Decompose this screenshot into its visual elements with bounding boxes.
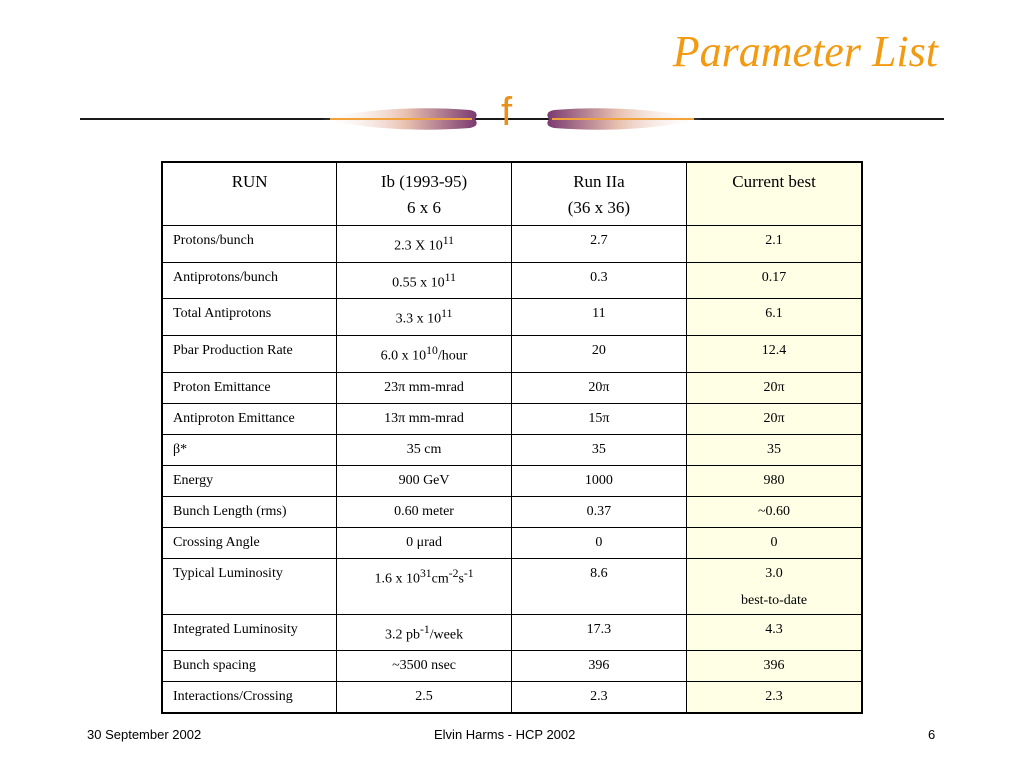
best-value: ~0.60 bbox=[687, 496, 862, 527]
table-row bbox=[162, 434, 862, 465]
best-value: 2.1 bbox=[687, 226, 862, 263]
run2a-value: 35 bbox=[511, 434, 686, 465]
run2a-value: 0 bbox=[511, 527, 686, 558]
best-value: 20π bbox=[687, 372, 862, 403]
ib-value: 1.6 x $10^{31}cm^{-2}s^{-1}$ bbox=[337, 558, 511, 614]
footer-author: Elvin Harms - HCP 2002 bbox=[434, 727, 576, 742]
table-row bbox=[162, 614, 862, 651]
param-label: Pbar Production Rate bbox=[162, 335, 337, 372]
header-run: RUN bbox=[162, 162, 337, 226]
best-value: 980 bbox=[687, 465, 862, 496]
table-row bbox=[162, 299, 862, 336]
ib-value: 900 GeV bbox=[337, 465, 511, 496]
run2a-value: 0.3 bbox=[511, 262, 686, 299]
param-label: β* bbox=[162, 434, 337, 465]
param-label: Typical Luminosity bbox=[162, 558, 337, 614]
run2a-value: 2.7 bbox=[511, 226, 686, 263]
header-ib: Ib (1993-95) 6 x 6 bbox=[337, 162, 511, 226]
param-label: Proton Emittance bbox=[162, 372, 337, 403]
ib-value: 0 μrad bbox=[337, 527, 511, 558]
ib-value: 3.2 $pb^{-1}$/week bbox=[337, 614, 511, 651]
run2a-value: 1000 bbox=[511, 465, 686, 496]
table-row bbox=[162, 262, 862, 299]
ib-value: 0.60 meter bbox=[337, 496, 511, 527]
best-value: 35 bbox=[687, 434, 862, 465]
param-label: Antiprotons/bunch bbox=[162, 262, 337, 299]
run2a-value: 8.6 bbox=[511, 558, 686, 614]
table-row bbox=[162, 682, 862, 714]
best-value: 12.4 bbox=[687, 335, 862, 372]
table-row bbox=[162, 527, 862, 558]
ib-value: 2.3 X $10^{11}$ bbox=[337, 226, 511, 263]
run2a-value: 20π bbox=[511, 372, 686, 403]
footer-page-number: 6 bbox=[928, 727, 936, 742]
param-label: Interactions/Crossing bbox=[162, 682, 337, 714]
slide-title: Parameter List bbox=[672, 27, 938, 76]
ib-value: 3.3 x $10^{11}$ bbox=[337, 299, 511, 336]
run2a-value: 396 bbox=[511, 651, 686, 682]
ib-value: 6.0 x $10^{10}$/hour bbox=[337, 335, 511, 372]
param-label: Bunch Length (rms) bbox=[162, 496, 337, 527]
table-row bbox=[162, 372, 862, 403]
param-label: Energy bbox=[162, 465, 337, 496]
run2a-value: 20 bbox=[511, 335, 686, 372]
table-row bbox=[162, 335, 862, 372]
table-row bbox=[162, 465, 862, 496]
table-row bbox=[162, 226, 862, 263]
run2a-value: 15π bbox=[511, 403, 686, 434]
best-value: 396 bbox=[687, 651, 862, 682]
best-value: 0 bbox=[687, 527, 862, 558]
best-value: 2.3 bbox=[687, 682, 862, 714]
best-value: 3.0 best-to-date bbox=[687, 558, 862, 614]
best-value: 0.17 bbox=[687, 262, 862, 299]
table-row bbox=[162, 558, 862, 614]
ib-value: 0.55 x $10^{11}$ bbox=[337, 262, 511, 299]
table-row bbox=[162, 496, 862, 527]
param-label: Crossing Angle bbox=[162, 527, 337, 558]
param-label: Total Antiprotons bbox=[162, 299, 337, 336]
ib-value: ~3500 nsec bbox=[337, 651, 511, 682]
table-header-row bbox=[162, 162, 862, 226]
parameter-table bbox=[161, 161, 863, 714]
ib-value: 13π mm-mrad bbox=[337, 403, 511, 434]
run2a-value: 11 bbox=[511, 299, 686, 336]
param-label: Protons/bunch bbox=[162, 226, 337, 263]
header-current-best: Current best bbox=[687, 162, 862, 226]
ib-value: 23π mm-mrad bbox=[337, 372, 511, 403]
best-value: 4.3 bbox=[687, 614, 862, 651]
header-run2a: Run IIa (36 x 36) bbox=[511, 162, 686, 226]
param-label: Integrated Luminosity bbox=[162, 614, 337, 651]
best-value: 20π bbox=[687, 403, 862, 434]
table-row bbox=[162, 403, 862, 434]
param-label: Antiproton Emittance bbox=[162, 403, 337, 434]
param-label: Bunch spacing bbox=[162, 651, 337, 682]
ib-value: 35 cm bbox=[337, 434, 511, 465]
table-row bbox=[162, 651, 862, 682]
ib-value: 2.5 bbox=[337, 682, 511, 714]
run2a-value: 0.37 bbox=[511, 496, 686, 527]
fermilab-logo-icon: f bbox=[501, 90, 513, 134]
run2a-value: 2.3 bbox=[511, 682, 686, 714]
run2a-value: 17.3 bbox=[511, 614, 686, 651]
footer-date: 30 September 2002 bbox=[87, 727, 202, 742]
best-value: 6.1 bbox=[687, 299, 862, 336]
